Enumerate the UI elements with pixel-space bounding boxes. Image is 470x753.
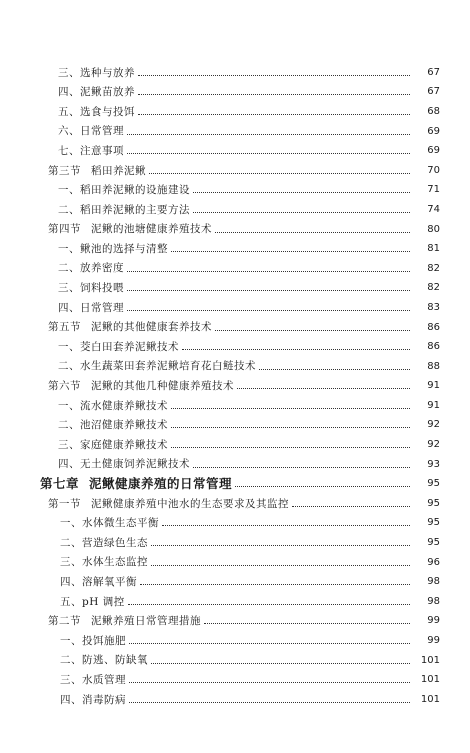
toc-entry[interactable] [0, 102, 470, 122]
dot-leader [204, 622, 410, 624]
toc-entry-text: 二、放养密度 [58, 262, 124, 275]
toc-entry-page: 101 [420, 693, 440, 705]
dot-leader [128, 603, 410, 605]
toc-entry-page: 95 [427, 517, 440, 529]
toc-entry-text: 泥鳅的池塘健康养殖技术 [91, 223, 212, 236]
toc-entry-number: 第五节 [48, 321, 81, 334]
toc-entry-page: 82 [427, 262, 440, 274]
toc-entry[interactable] [0, 220, 470, 240]
toc-entry[interactable] [0, 435, 470, 455]
toc-entry-text: 七、注意事项 [58, 144, 124, 157]
toc-entry-text: 三、家庭健康养鳅技术 [58, 438, 168, 451]
dot-leader [138, 74, 410, 76]
dot-leader [193, 211, 410, 213]
dot-leader [127, 133, 410, 135]
toc-entry[interactable] [0, 514, 470, 534]
toc-entry[interactable] [0, 161, 470, 181]
toc-entry-title [48, 616, 201, 627]
toc-entry-title [60, 577, 137, 588]
toc-entry-page: 80 [427, 223, 440, 235]
toc-entry-text: 稻田养泥鳅 [91, 164, 146, 177]
toc-entry-text: 二、水生蔬菜田套养泥鳅培育花白鲢技术 [58, 360, 256, 373]
toc-entry-title [48, 224, 212, 235]
toc-entry-page: 101 [420, 674, 440, 686]
toc-entry-title [60, 695, 126, 706]
toc-entry[interactable] [0, 474, 470, 494]
dot-leader [182, 348, 410, 350]
toc-entry-page: 99 [427, 615, 440, 627]
toc-entry[interactable] [0, 377, 470, 397]
toc-entry-page: 91 [427, 399, 440, 411]
toc-entry-page: 95 [427, 497, 440, 509]
toc-entry[interactable] [0, 592, 470, 612]
toc-entry-page: 68 [427, 105, 440, 117]
toc-entry-number: 第二节 [48, 615, 81, 628]
toc-entry-text: 五、pH 调控 [60, 595, 125, 608]
toc-entry-title [58, 459, 190, 470]
toc-entry-title [58, 283, 124, 294]
toc-entry-text: 二、池沼健康养鳅技术 [58, 419, 168, 432]
toc-entry[interactable] [0, 416, 470, 436]
toc-entry[interactable] [0, 572, 470, 592]
toc-entry-title [58, 303, 124, 314]
toc-entry-text: 三、选种与放养 [58, 66, 135, 79]
toc-entry-page: 86 [427, 321, 440, 333]
toc-entry-page: 86 [427, 341, 440, 353]
toc-entry-title [58, 361, 256, 372]
toc-entry-title [60, 636, 126, 647]
toc-entry-page: 101 [420, 654, 440, 666]
toc-entry-page: 88 [427, 360, 440, 372]
toc-entry-page: 92 [427, 439, 440, 451]
toc-entry-text: 一、水体微生态平衡 [60, 517, 159, 530]
toc-entry-page: 69 [427, 145, 440, 157]
toc-entry-title [60, 557, 148, 568]
toc-entry[interactable] [0, 298, 470, 318]
toc-entry-text: 三、饲料投喂 [58, 282, 124, 295]
toc-entry-page: 67 [427, 86, 440, 98]
toc-entry-text: 四、泥鳅苗放养 [58, 86, 135, 99]
toc-entry-title [60, 655, 148, 666]
toc-entry-page: 95 [427, 478, 440, 490]
dot-leader [140, 583, 410, 585]
toc-entry-title [58, 440, 168, 451]
toc-entry-text: 泥鳅健康养殖中池水的生态要求及其监控 [91, 497, 289, 510]
toc-entry-page: 83 [427, 301, 440, 313]
toc-entry-text: 泥鳅健康养殖的日常管理 [89, 476, 233, 492]
dot-leader [259, 368, 410, 370]
dot-leader [127, 289, 410, 291]
toc-entry-page: 99 [427, 635, 440, 647]
toc-entry-page: 98 [427, 576, 440, 588]
toc-entry-text: 二、营造绿色生态 [60, 536, 148, 549]
dot-leader [129, 681, 410, 683]
toc-entry-text: 一、流水健康养鳅技术 [58, 399, 168, 412]
toc-entry[interactable] [0, 63, 470, 83]
toc-entry-text: 一、茭白田套养泥鳅技术 [58, 340, 179, 353]
toc-entry-text: 一、稻田养泥鳅的设施建设 [58, 184, 190, 197]
toc-entry[interactable] [0, 279, 470, 299]
toc-entry-title [58, 342, 179, 353]
toc-entry-title [58, 244, 168, 255]
toc-entry-page: 98 [427, 595, 440, 607]
toc-entry-title [48, 322, 212, 333]
dot-leader [215, 231, 410, 233]
dot-leader [215, 329, 410, 331]
dot-leader [151, 564, 410, 566]
toc-entry[interactable] [0, 533, 470, 553]
dot-leader [138, 93, 410, 95]
toc-entry[interactable] [0, 455, 470, 475]
toc-entry-text: 六、日常管理 [58, 125, 124, 138]
toc-entry-text: 一、鳅池的选择与清整 [58, 242, 168, 255]
toc-entry-number: 第四节 [48, 223, 81, 236]
dot-leader [237, 387, 410, 389]
dot-leader [127, 309, 410, 311]
toc-entry-text: 五、选食与投饵 [58, 105, 135, 118]
toc-entry[interactable] [0, 318, 470, 338]
dot-leader [235, 485, 410, 487]
toc-entry-title [60, 675, 126, 686]
toc-entry[interactable] [0, 396, 470, 416]
toc-entry[interactable] [0, 83, 470, 103]
toc-entry[interactable] [0, 337, 470, 357]
toc-entry-page: 69 [427, 125, 440, 137]
toc-entry-text: 三、水质管理 [60, 673, 126, 686]
toc-entry[interactable] [0, 357, 470, 377]
toc-entry-text: 三、水体生态监控 [60, 556, 148, 569]
toc-entry-title [58, 68, 135, 79]
toc-entry-page: 82 [427, 282, 440, 294]
toc-entry-number: 第三节 [48, 164, 81, 177]
toc-entry-text: 泥鳅的其他健康套养技术 [91, 321, 212, 334]
dot-leader [138, 113, 410, 115]
toc-entry-number: 第六节 [48, 380, 81, 393]
dot-leader [193, 191, 410, 193]
toc-entry-title [60, 518, 159, 529]
toc-entry-number: 第七章 [40, 476, 80, 492]
dot-leader [127, 270, 410, 272]
toc-entry-page: 93 [427, 458, 440, 470]
toc-entry-title [48, 381, 234, 392]
toc-entry-text: 二、防逃、防缺氧 [60, 654, 148, 667]
toc-entry-page: 91 [427, 380, 440, 392]
toc-entry-page: 96 [427, 556, 440, 568]
toc-entry-title [58, 205, 190, 216]
toc-entry-page: 67 [427, 66, 440, 78]
toc-entry-text: 泥鳅的其他几种健康养殖技术 [91, 380, 234, 393]
toc-entry-text: 四、日常管理 [58, 301, 124, 314]
dot-leader [171, 446, 410, 448]
toc-entry-title [60, 597, 125, 608]
toc-entry[interactable] [0, 690, 470, 710]
toc-entry-page: 71 [427, 184, 440, 196]
toc-entry[interactable] [0, 670, 470, 690]
toc-entry[interactable] [0, 141, 470, 161]
toc-entry-title [58, 263, 124, 274]
toc-entry[interactable] [0, 122, 470, 142]
toc-entry[interactable] [0, 494, 470, 514]
dot-leader [292, 505, 410, 507]
dot-leader [193, 466, 410, 468]
dot-leader [149, 172, 410, 174]
toc-entry-text: 一、投饵施肥 [60, 634, 126, 647]
toc-entry-title [58, 146, 124, 157]
table-of-contents [0, 63, 470, 710]
toc-entry-title [60, 538, 148, 549]
toc-entry-page: 95 [427, 537, 440, 549]
toc-entry-title [58, 87, 135, 98]
toc-entry-text: 四、溶解氧平衡 [60, 575, 137, 588]
dot-leader [129, 701, 410, 703]
toc-entry-page: 81 [427, 243, 440, 255]
toc-entry[interactable] [0, 612, 470, 632]
toc-entry[interactable] [0, 553, 470, 573]
toc-entry-title [48, 499, 289, 510]
dot-leader [127, 152, 410, 154]
dot-leader [171, 407, 410, 409]
toc-entry[interactable] [0, 651, 470, 671]
toc-entry-text: 四、消毒防病 [60, 693, 126, 706]
toc-entry-text: 泥鳅养殖日常管理措施 [91, 615, 201, 628]
toc-entry-text: 二、稻田养泥鳅的主要方法 [58, 203, 190, 216]
toc-entry[interactable] [0, 239, 470, 259]
toc-entry[interactable] [0, 631, 470, 651]
toc-entry-title [58, 185, 190, 196]
toc-entry-page: 74 [427, 203, 440, 215]
toc-entry-page: 70 [427, 164, 440, 176]
toc-entry-page: 92 [427, 419, 440, 431]
dot-leader [171, 250, 410, 252]
toc-entry-text: 四、无土健康饲养泥鳅技术 [58, 458, 190, 471]
toc-entry[interactable] [0, 259, 470, 279]
dot-leader [129, 642, 410, 644]
toc-entry-title [58, 420, 168, 431]
toc-entry-title [58, 107, 135, 118]
toc-entry-number: 第一节 [48, 497, 81, 510]
toc-entry-title [48, 166, 146, 177]
toc-entry-title [40, 478, 232, 491]
toc-entry-title [58, 401, 168, 412]
toc-entry[interactable] [0, 200, 470, 220]
dot-leader [151, 544, 410, 546]
toc-entry[interactable] [0, 181, 470, 201]
dot-leader [151, 662, 410, 664]
dot-leader [162, 524, 410, 526]
dot-leader [171, 426, 410, 428]
toc-entry-title [58, 126, 124, 137]
